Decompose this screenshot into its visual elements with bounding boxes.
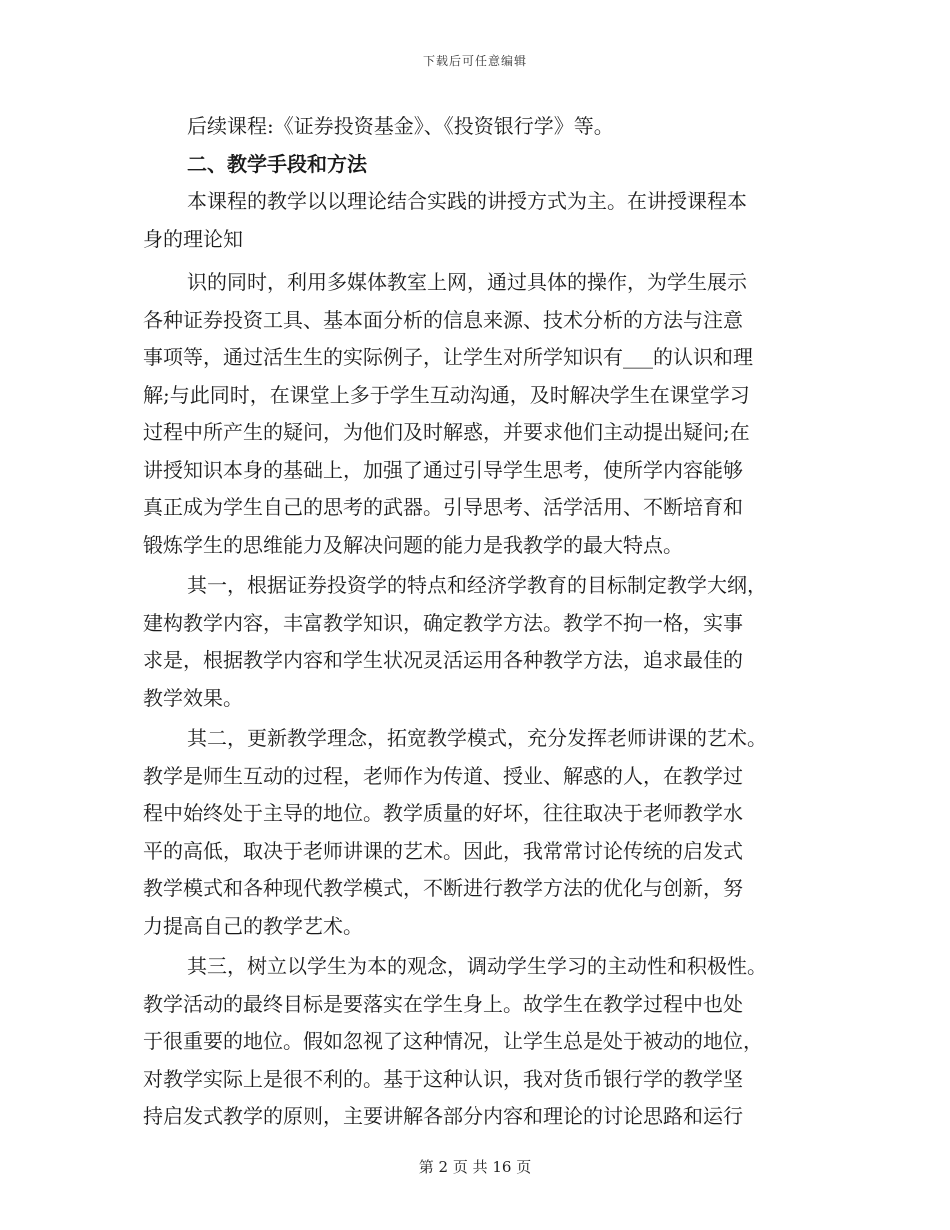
text-line: 其一，根据证券投资学的特点和经济学教育的目标制定教学大纲， <box>187 573 767 597</box>
document-body <box>143 108 803 1136</box>
text-line: 过程中所产生的疑问，为他们及时解惑，并要求他们主动提出疑问;在 <box>143 420 750 444</box>
text-line: 程中始终处于主导的地位。教学质量的好坏，往往取决于老师教学水 <box>143 801 743 825</box>
text-line: 教学效果。 <box>143 685 243 710</box>
text-line: 平的高低，取决于老师讲课的艺术。因此，我常常讨论传统的启发式 <box>143 838 743 863</box>
text-line: 后续课程:《证券投资基金》、《投资银行学》等。 <box>187 114 614 138</box>
text-line: 事项等，通过活生生的实际例子，让学生对所学知识有___的认识和理 <box>143 345 753 369</box>
text-line: 识的同时，利用多媒体教室上网，通过具体的操作，为学生展示 <box>187 270 747 294</box>
text-line: 于很重要的地位。假如忽视了这种情况，让学生总是处于被动的地位， <box>143 1029 763 1053</box>
text-line: 真正成为学生自己的思考的武器。引导思考、活学活用、不断培育和 <box>143 495 743 519</box>
text-line: 持启发式教学的原则，主要讲解各部分内容和理论的讨论思路和运行 <box>143 1104 743 1128</box>
text-line: 建构教学内容，丰富教学知识，确定教学方法。教学不拘一格，实事 <box>143 610 743 635</box>
text-line: 教学模式和各种现代教学模式，不断进行教学方法的优化与创新，努 <box>143 876 743 900</box>
text-line: 其二，更新教学理念，拓宽教学模式，充分发挥老师讲课的艺术。 <box>187 726 767 750</box>
text-line: 本课程的教学以以理论结合实践的讲授方式为主。在讲授课程本 <box>187 189 747 213</box>
text-line: 各种证券投资工具、基本面分析的信息来源、技术分析的方法与注意 <box>143 307 743 332</box>
text-line: 解;与此同时，在课堂上多于学生互动沟通，及时解决学生在课堂学习 <box>143 382 750 407</box>
text-line: 讲授知识本身的基础上，加强了通过引导学生思考，使所学内容能够 <box>143 457 743 482</box>
text-line: 力提高自己的教学艺术。 <box>143 913 363 938</box>
text-line: 教学活动的最终目标是要落实在学生身上。故学生在教学过程中也处 <box>143 991 743 1016</box>
text-line: 身的理论知 <box>143 226 243 251</box>
text-line: 锻炼学生的思维能力及解决问题的能力是我教学的最大特点。 <box>143 532 683 557</box>
text-line: 求是，根据教学内容和学生状况灵活运用各种教学方法，追求最佳的 <box>143 648 743 672</box>
text-line: 其三，树立以学生为本的观念，调动学生学习的主动性和积极性。 <box>187 954 767 978</box>
page-header: 下载后可任意编辑 <box>422 54 527 68</box>
text-line: 教学是师生互动的过程，老师作为传道、授业、解惑的人，在教学过 <box>143 763 743 788</box>
section-heading: 二、教学手段和方法 <box>187 151 367 176</box>
text-line: 对教学实际上是很不利的。基于这种认识，我对货币银行学的教学坚 <box>143 1066 743 1091</box>
page-footer: 第 2 页 共 16 页 <box>418 1158 532 1176</box>
